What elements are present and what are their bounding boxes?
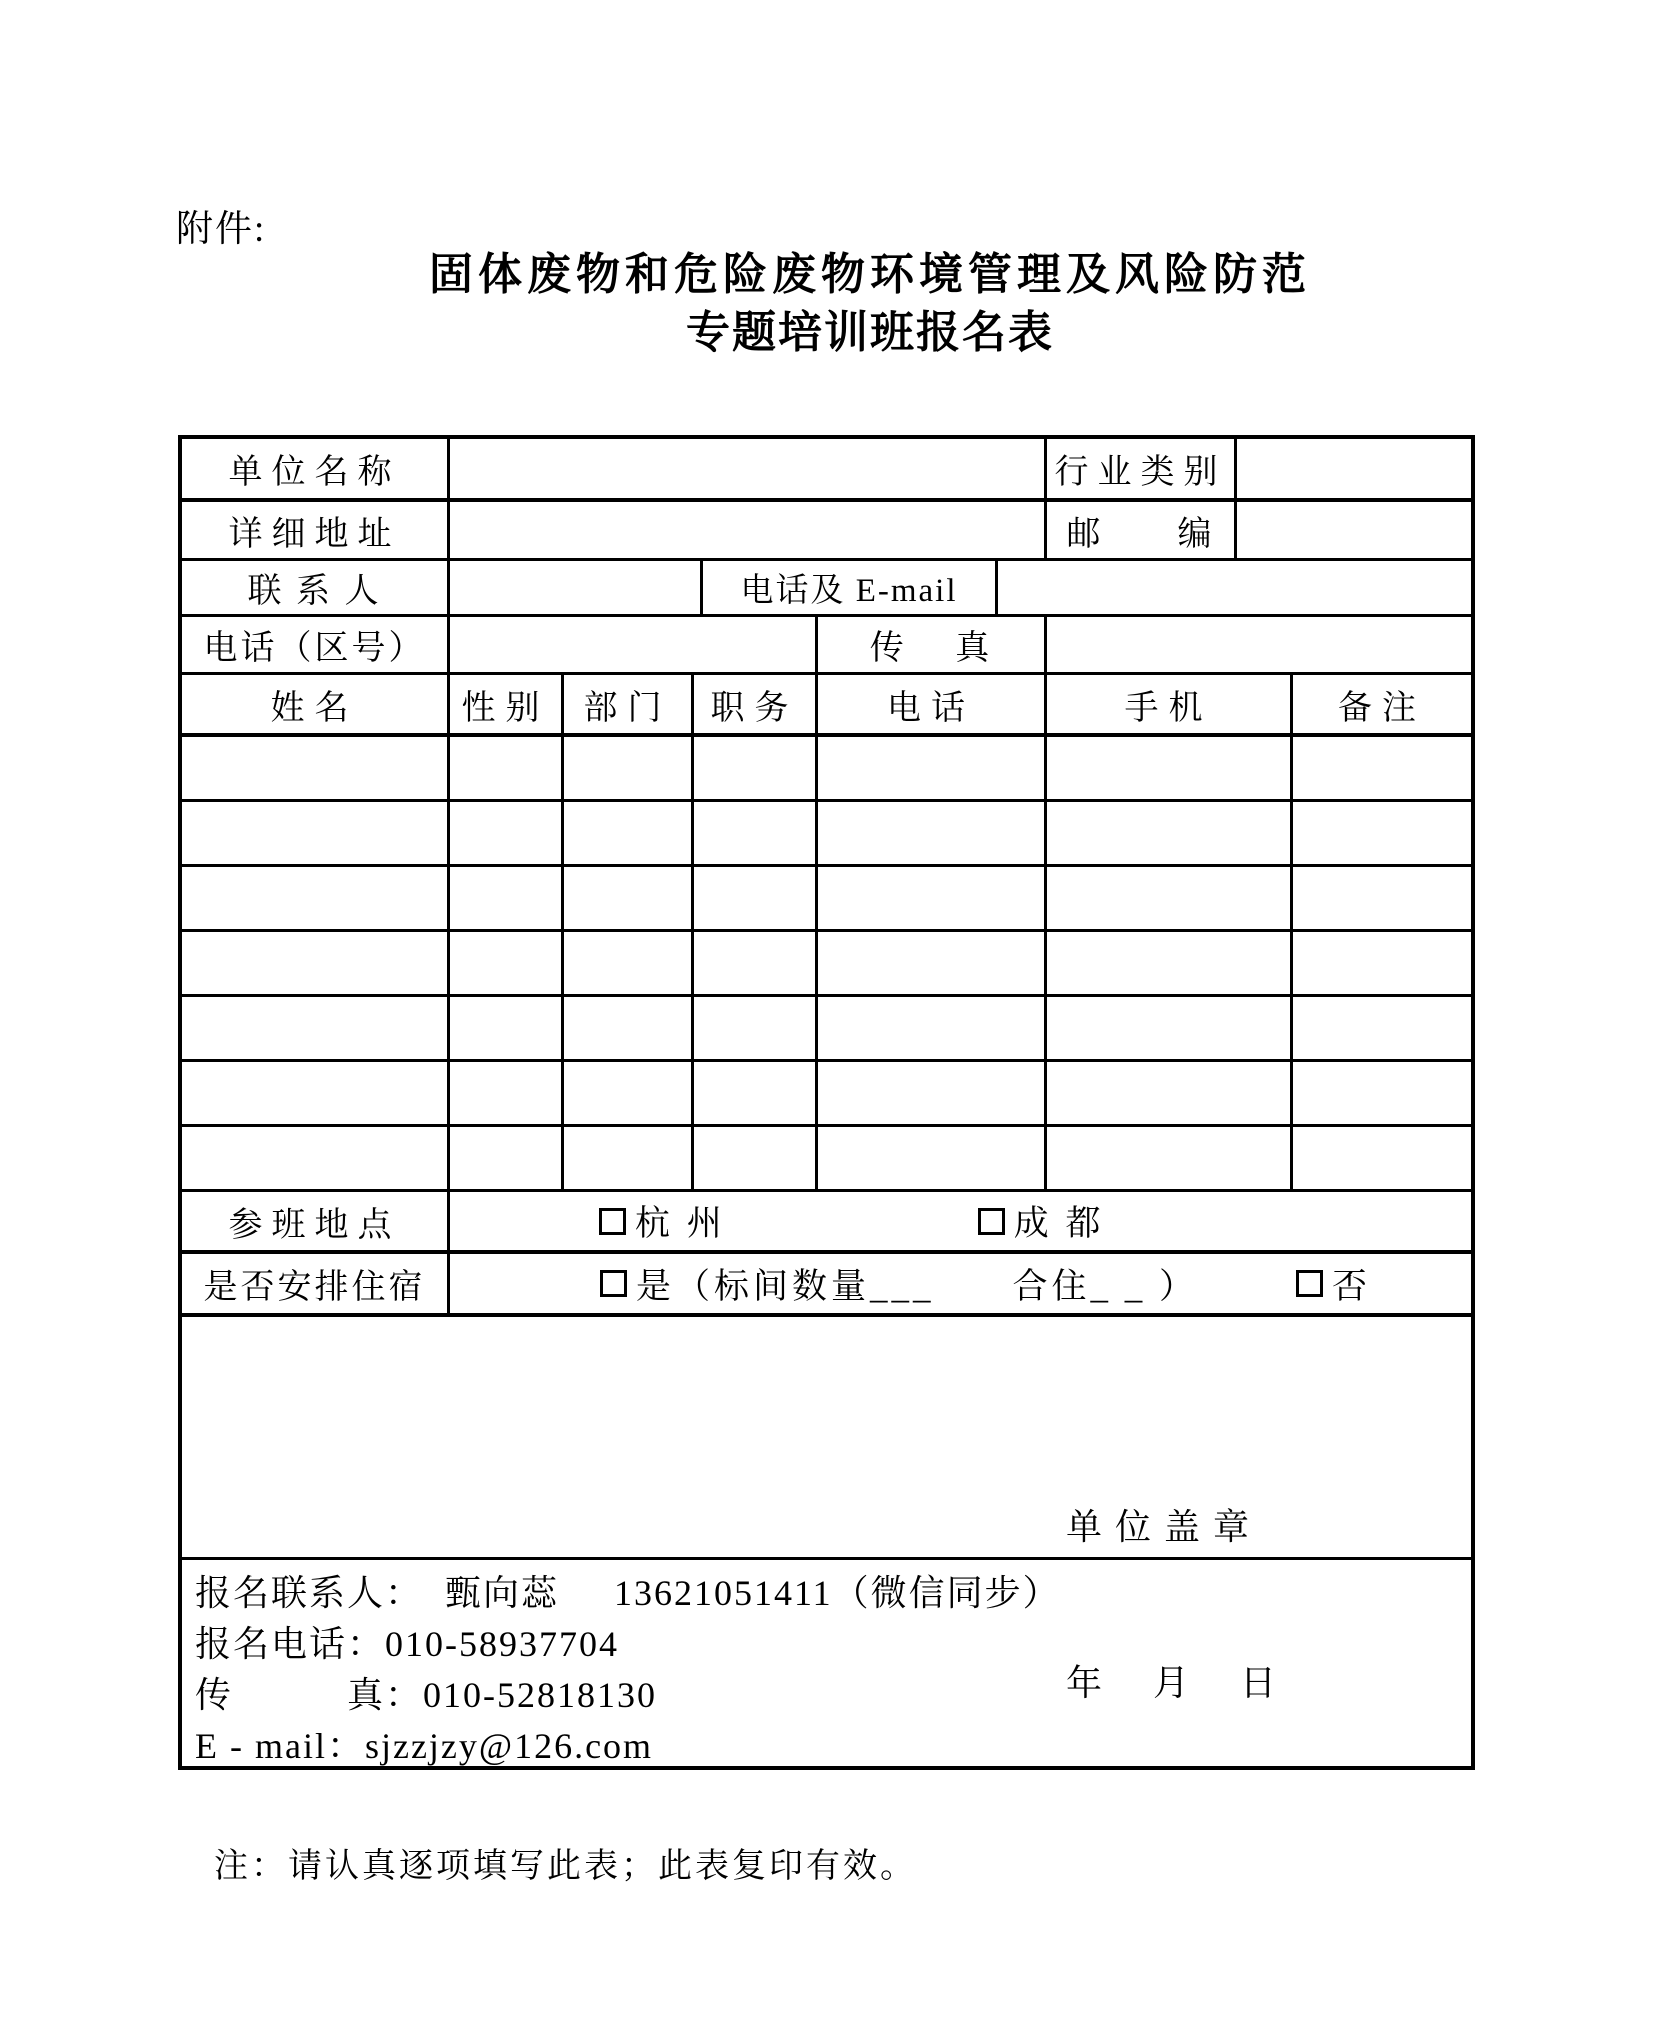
lodging-yes-checkbox[interactable]: [600, 1270, 627, 1297]
col-header-mobile: 手机: [1047, 675, 1293, 733]
lodging-no-label: 否: [1331, 1266, 1371, 1306]
hangzhou-checkbox[interactable]: [599, 1208, 626, 1235]
roster-cell-name[interactable]: [182, 932, 450, 994]
roster-cell-remark[interactable]: [1293, 997, 1471, 1059]
roster-cell-name[interactable]: [182, 997, 450, 1059]
registration-form-table: [178, 435, 1475, 1770]
phone-area-label: 电话（区号）: [182, 617, 450, 672]
footnote: 注：请认真逐项填写此表；此表复印有效。: [214, 1848, 917, 1885]
roster-cell-gender[interactable]: [450, 737, 564, 799]
row-phone: [182, 617, 1471, 675]
roster-cell-position[interactable]: [694, 997, 818, 1059]
industry-label: 行业类别: [1047, 439, 1237, 498]
roster-cell-mobile[interactable]: [1047, 1062, 1293, 1124]
phone-email-input-cell[interactable]: [998, 561, 1471, 614]
roster-cell-phone[interactable]: [818, 932, 1047, 994]
roster-cell-position[interactable]: [694, 932, 818, 994]
roster-cell-mobile[interactable]: [1047, 932, 1293, 994]
roster-cell-department[interactable]: [564, 737, 694, 799]
contact-person-label: 联 系 人: [182, 561, 450, 614]
roster-empty-row: [182, 932, 1471, 997]
unit-name-input-cell[interactable]: [450, 439, 1047, 498]
roster-empty-row: [182, 1062, 1471, 1127]
postcode-input-cell[interactable]: [1237, 502, 1471, 558]
venue-label: 参班地点: [182, 1192, 450, 1250]
roster-cell-name[interactable]: [182, 1062, 450, 1124]
roster-cell-remark[interactable]: [1293, 932, 1471, 994]
roster-cell-name[interactable]: [182, 802, 450, 864]
contact-line-email: E - mail：sjzzjzy@126.com: [195, 1726, 654, 1766]
roster-cell-position[interactable]: [694, 1062, 818, 1124]
industry-input-cell[interactable]: [1237, 439, 1471, 498]
roster-cell-remark[interactable]: [1293, 737, 1471, 799]
row-venue: [182, 1192, 1471, 1254]
chengdu-label: 成 都: [1013, 1204, 1105, 1243]
row-contact-person: [182, 561, 1471, 617]
roster-cell-remark[interactable]: [1293, 1127, 1471, 1189]
hangzhou-label: 杭 州: [635, 1204, 726, 1243]
col-header-department: 部门: [564, 675, 694, 733]
roster-cell-remark[interactable]: [1293, 1062, 1471, 1124]
roster-cell-mobile[interactable]: [1047, 737, 1293, 799]
roster-cell-department[interactable]: [564, 867, 694, 929]
roster-cell-position[interactable]: [694, 802, 818, 864]
col-header-position: 职务: [694, 675, 818, 733]
stamp-line-1: 单 位 盖 章: [1066, 1507, 1252, 1547]
venue-option-chengdu[interactable]: [978, 1196, 1105, 1246]
contact-line-registrar: 报名联系人： 甄向蕊 13621051411（微信同步）: [195, 1573, 1061, 1613]
phone-input-cell[interactable]: [450, 617, 818, 672]
col-header-remark: 备注: [1338, 689, 1426, 727]
roster-cell-gender[interactable]: [450, 932, 564, 994]
roster-cell-phone[interactable]: [818, 1127, 1047, 1189]
roster-cell-remark[interactable]: [1293, 867, 1471, 929]
roster-cell-gender[interactable]: [450, 1062, 564, 1124]
contact-line-fax: 传 真：010-52818130: [195, 1675, 657, 1715]
roster-cell-remark[interactable]: [1293, 802, 1471, 864]
lodging-no-checkbox[interactable]: [1296, 1270, 1323, 1297]
stamp-line-2: 年 月 日: [1066, 1663, 1279, 1703]
roster-cell-position[interactable]: [694, 1127, 818, 1189]
roster-empty-row: [182, 1127, 1471, 1192]
venue-option-hangzhou[interactable]: [599, 1196, 726, 1246]
row-lodging: [182, 1254, 1471, 1317]
row-address: [182, 502, 1471, 561]
title-line-1: 固体废物和危险废物环境管理及风险防范: [429, 250, 1311, 299]
address-label: 详细地址: [182, 502, 450, 558]
row-roster-header: [182, 675, 1471, 737]
roster-cell-phone[interactable]: [818, 737, 1047, 799]
lodging-options-cell: [450, 1254, 1471, 1313]
roster-cell-position[interactable]: [694, 737, 818, 799]
lodging-yes-label: 是（标间数量___ 合住_ _ ）: [636, 1266, 1199, 1306]
roster-cell-mobile[interactable]: [1047, 1127, 1293, 1189]
lodging-option-no[interactable]: [1296, 1259, 1371, 1309]
postcode-label: 邮 编: [1047, 502, 1237, 558]
roster-cell-department[interactable]: [564, 1062, 694, 1124]
document-title: [230, 246, 1510, 362]
roster-cell-mobile[interactable]: [1047, 997, 1293, 1059]
roster-cell-gender[interactable]: [450, 802, 564, 864]
roster-cell-mobile[interactable]: [1047, 802, 1293, 864]
lodging-label: 是否安排住宿: [182, 1254, 450, 1313]
roster-cell-phone[interactable]: [818, 867, 1047, 929]
roster-cell-department[interactable]: [564, 997, 694, 1059]
title-line-2: 专题培训班报名表: [686, 308, 1054, 357]
roster-cell-department[interactable]: [564, 1127, 694, 1189]
col-header-name: 姓名: [182, 675, 450, 733]
roster-cell-mobile[interactable]: [1047, 867, 1293, 929]
roster-cell-department[interactable]: [564, 932, 694, 994]
phone-email-label: 电话及 E-mail: [703, 561, 998, 614]
roster-cell-name[interactable]: [182, 737, 450, 799]
stamp-block: [1066, 1412, 1286, 1798]
lodging-option-yes[interactable]: [600, 1259, 1198, 1309]
fax-label: 传 真: [818, 617, 1047, 672]
col-header-gender: 性别: [450, 675, 564, 733]
roster-cell-phone[interactable]: [818, 1062, 1047, 1124]
roster-empty-row: [182, 867, 1471, 932]
fax-input-cell[interactable]: [1047, 617, 1471, 672]
roster-empty-row: [182, 802, 1471, 867]
unit-name-label: 单位名称: [182, 439, 450, 498]
roster-cell-name[interactable]: [182, 867, 450, 929]
roster-cell-phone[interactable]: [818, 802, 1047, 864]
roster-cell-department[interactable]: [564, 802, 694, 864]
roster-cell-name[interactable]: [182, 1127, 450, 1189]
roster-cell-gender[interactable]: [450, 1127, 564, 1189]
address-input-cell[interactable]: [450, 502, 1047, 558]
row-unit-name: [182, 439, 1471, 502]
contact-line-phone: 报名电话：010-58937704: [195, 1624, 619, 1664]
roster-cell-gender[interactable]: [450, 867, 564, 929]
roster-empty-row: [182, 997, 1471, 1062]
col-header-phone: 电话: [818, 675, 1047, 733]
chengdu-checkbox[interactable]: [978, 1208, 1005, 1235]
roster-cell-position[interactable]: [694, 867, 818, 929]
venue-options-cell: [450, 1192, 1471, 1250]
roster-cell-gender[interactable]: [450, 997, 564, 1059]
contact-person-input-cell[interactable]: [450, 561, 703, 614]
roster-empty-row: [182, 737, 1471, 802]
roster-cell-phone[interactable]: [818, 997, 1047, 1059]
attachment-label: 附件:: [176, 209, 267, 250]
